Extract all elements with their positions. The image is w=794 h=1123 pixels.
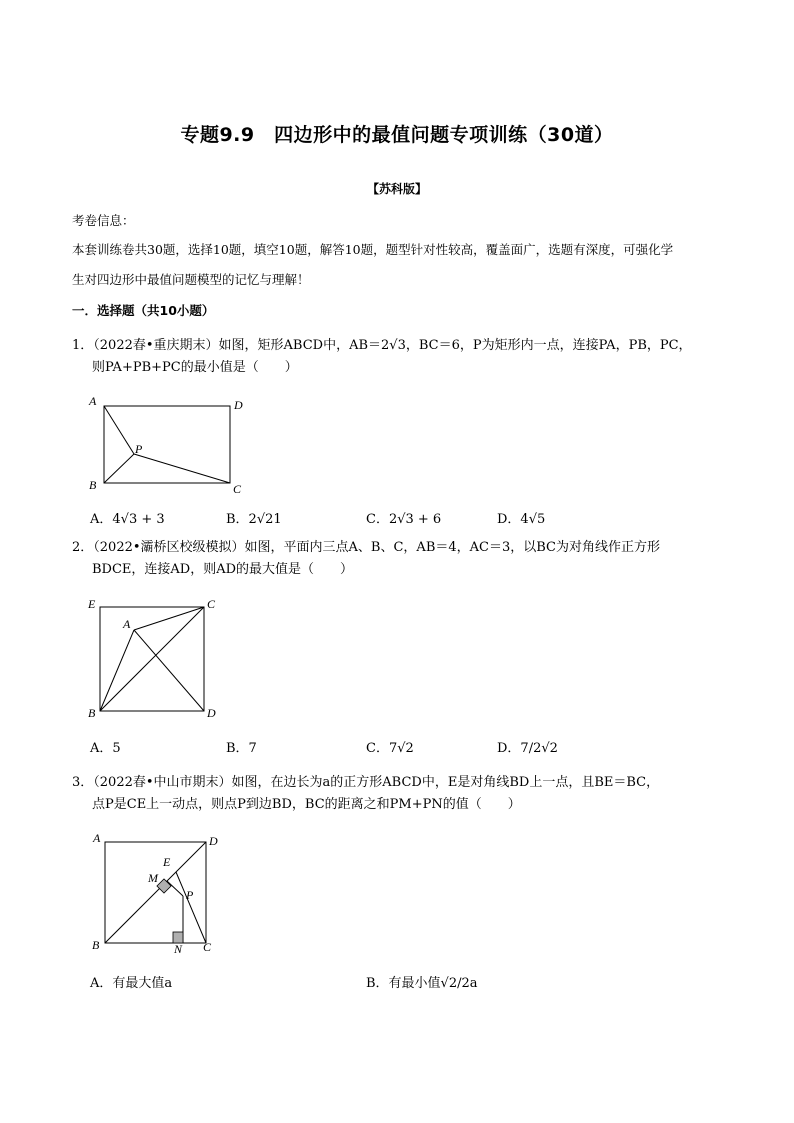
question-2-option-c[interactable]: C．7√2 (366, 741, 414, 756)
question-3-figure (85, 828, 220, 956)
label-c: C (207, 597, 216, 611)
question-1-text-1: 如图，矩形ABCD中，AB＝2√3，BC＝6，P为矩形内一点，连接PA，PB，PC， (218, 338, 692, 353)
segment-pc (134, 454, 230, 483)
label-p: P (135, 442, 143, 456)
question-2-line-2: BDCE，连接AD，则AD的最大值是（ ） (92, 562, 354, 577)
section-heading: 一．选择题（共10小题） (72, 303, 215, 318)
intro-line-1: 本套训练卷共30题，选择10题，填空10题，解答10题，题型针对性较高，覆盖面广，选题有深度，可强化学 (72, 242, 674, 257)
question-1-line-1 (72, 335, 732, 357)
label-m: M (148, 871, 158, 885)
segment-ac (134, 607, 204, 630)
edition-label: 【苏科版】 (366, 182, 427, 196)
question-3-line-2: 点P是CE上一动点，则点P到边BD，BC的距离之和PM+PN的值（ ） (92, 797, 521, 812)
label-b: B (88, 706, 96, 720)
question-3-option-b[interactable]: B．有最小值√2/2a (366, 976, 478, 991)
question-3-source: （2022春•中山市期末） (93, 775, 232, 790)
question-2-figure (85, 592, 220, 722)
question-3 (72, 772, 732, 816)
label-d: D (234, 398, 243, 412)
segment-ab (100, 630, 134, 711)
label-a: A (93, 831, 101, 845)
right-angle-mark-m (157, 879, 171, 893)
question-3-line-1 (72, 772, 732, 794)
question-3-number: 3． (72, 775, 94, 790)
label-c: C (203, 940, 212, 954)
intro-label: 考卷信息： (72, 213, 135, 228)
label-c: C (233, 482, 242, 496)
question-3-text-1: 如图，在边长为a的正方形ABCD中，E是对角线BD上一点，且BE＝BC， (231, 775, 660, 790)
question-2-text-1: 如图，平面内三点A、B、C，AB＝4，AC＝3，以BC为对角线作正方形 (244, 540, 660, 555)
question-1-option-d[interactable]: D．4√5 (497, 512, 546, 527)
question-1-option-c[interactable]: C．2√3 + 6 (366, 512, 442, 527)
segment-pb (104, 454, 134, 483)
question-1-figure (85, 392, 260, 497)
question-1-source: （2022春•重庆期末） (93, 338, 219, 353)
question-2-number: 2． (72, 540, 94, 555)
label-d: D (207, 706, 216, 720)
question-2-line-1 (72, 537, 732, 559)
label-a: A (89, 394, 97, 408)
question-1-option-a[interactable]: A．4√3 + 3 (90, 512, 165, 527)
question-3-option-a[interactable]: A．有最大值a (90, 976, 173, 991)
label-e: E (163, 855, 171, 869)
question-2-option-d[interactable]: D．7/2√2 (497, 741, 558, 756)
intro-line-2: 生对四边形中最值问题模型的记忆与理解！ (72, 272, 310, 287)
rectangle-abcd (104, 406, 230, 483)
label-p: P (186, 888, 194, 902)
page-title: 专题9.9 四边形中的最值问题专项训练（30道） (180, 124, 614, 146)
label-n: N (174, 942, 183, 956)
question-1-line-2: 则PA+PB+PC的最小值是（ ） (92, 360, 298, 375)
segment-pa (104, 406, 134, 454)
question-1-option-b[interactable]: B．2√21 (226, 512, 282, 527)
question-2-source: （2022•灞桥区校级模拟） (93, 540, 245, 555)
label-e: E (88, 597, 96, 611)
question-2-option-b[interactable]: B．7 (226, 741, 257, 756)
label-b: B (89, 478, 97, 492)
label-d: D (209, 834, 218, 848)
question-1-number: 1． (72, 338, 94, 353)
label-b: B (92, 938, 100, 952)
question-2 (72, 537, 732, 581)
question-1 (72, 335, 732, 379)
question-2-option-a[interactable]: A．5 (90, 741, 121, 756)
label-a: A (123, 617, 131, 631)
diagonal-bc (100, 607, 204, 711)
